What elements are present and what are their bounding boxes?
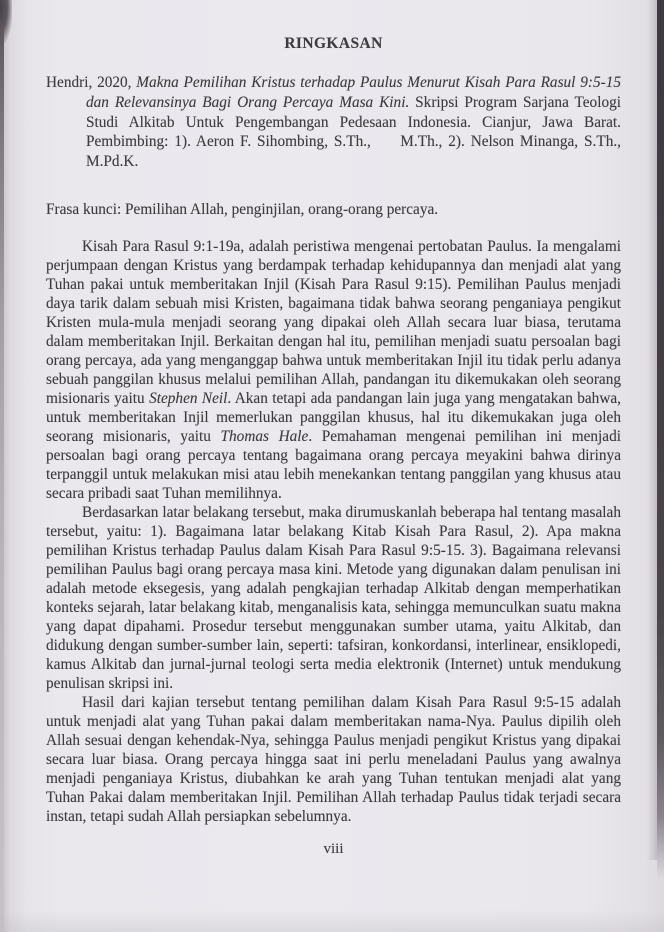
scan-bottom-shade (0, 910, 664, 932)
body-paragraph-1: Kisah Para Rasul 9:1-19a, adalah peristiwa mengenai pertobatan Paulus. Ia mengalami perjumpaan dengan Kristus yang berdampak terhadap kehidupannya dan menjadi alat yang Tuhan pakai untuk memberitakan Injil (Kisah Para Rasul 9:15). Pemilihan Paulus menjadi daya tarik dalam sebuah misi Kristen, bagaimana tidak bahwa seorang penganiaya pengikut Kristen mula-mula menjadi seorang yang dipakai oleh Allah secara luar biasa, terutama dalam memberitakan Injil. Berkaitan dengan hal itu, pemilihan menjadi suatu persoalan bagi orang percaya, ada yang menganggap bahwa untuk memberitakan Injil itu tidak perlu adanya sebuah panggilan khusus melalui pemilihan Allah, pandangan itu dikemukakan oleh seorang misionaris yaitu Stephen Neil. Akan tetapi ada pandangan lain juga yang mengatakan bahwa, untuk memberitakan Injil memerlukan panggilan khusus, hal itu dikemukakan juga oleh seorang misionaris, yaitu Thomas Hale. Pemahaman mengenai pemilihan ini menjadi persoalan bagi orang percaya tentang bagaimana orang percaya meyakini bahwa dirinya terpanggil untuk melakukan misi atau lebih menekankan tentang panggilan yang khusus atau secara pribadi saat Tuhan memilihnya. (46, 237, 621, 502)
scan-left-edge-shadow (0, 0, 4, 932)
citation-paragraph: Hendri, 2020, Makna Pemilihan Kristus terhadap Paulus Menurut Kisah Para Rasul 9:5-15 dan Relevansinya Bagi Orang Percaya Masa Kini. Skripsi Program Sarjana Teologi Studi Alkitab Untuk Pengembangan Pedesaan Indonesia. Cianjur, Jawa Barat. Pembimbing: 1). Aeron F. Sihombing, S.Th., M.Th., 2). Nelson Minanga, S.Th., M.Pd.K. (46, 74, 621, 171)
page-content (46, 34, 621, 859)
page-title: RINGKASAN (284, 35, 383, 52)
body-paragraph-3: Hasil dari kajian tersebut tentang pemilihan dalam Kisah Para Rasul 9:5-15 adalah untuk menjadi alat yang Tuhan pakai dalam memberitakan nama-Nya. Paulus dipilih oleh Allah sesuai dengan kehendak-Nya, sehingga Paulus menjadi pengikut Kristus yang dipakai secara luar biasa. Orang percaya hingga saat ini perlu meneladani Paulus yang awalnya menjadi penganiaya Kristus, diubahkan ke arah yang Tuhan tentukan menjadi alat yang Tuhan Pakai dalam memberitakan Injil. Pemilihan Allah terhadap Paulus tidak terjadi secara instan, tetapi sudah Allah persiapkan sebelumnya. (46, 693, 621, 825)
body-paragraph-2: Berdasarkan latar belakang tersebut, maka dirumuskanlah beberapa hal tentang masalah tersebut, yaitu: 1). Bagaimana latar belakang Kitab Kisah Para Rasul, 2). Apa makna pemilihan Kristus terhadap Paulus dalam Kisah Para Rasul 9:5-15. 3). Bagaimana relevansi pemilihan Paulus bagi orang percaya masa kini. Metode yang digunakan dalam penulisan ini adalah metode eksegesis, yang adalah pengkajian terhadap Alkitab dengan memperhatikan konteks sejarah, latar belakang kitab, menganalisis kata, sehingga memunculkan suatu makna yang dapat dipahami. Prosedur tersebut menggunakan sumber utama, yaitu Alkitab, dan didukung dengan sumber-sumber lain, seperti: tafsiran, konkordansi, interlinear, ensiklopedi, kamus Alkitab dan jurnal-jurnal teologi serta media elektronik (Internet) untuk mendukung penulisan skripsi ini. (46, 503, 621, 692)
scan-right-edge-soft-shadow (647, 0, 657, 860)
scan-right-edge-band (657, 0, 664, 878)
scan-top-left-corner-mark (0, 0, 12, 44)
keywords-line: Frasa kunci: Pemilihan Allah, penginjilan, orang-orang percaya. (46, 200, 439, 218)
page-number: viii (323, 840, 344, 857)
